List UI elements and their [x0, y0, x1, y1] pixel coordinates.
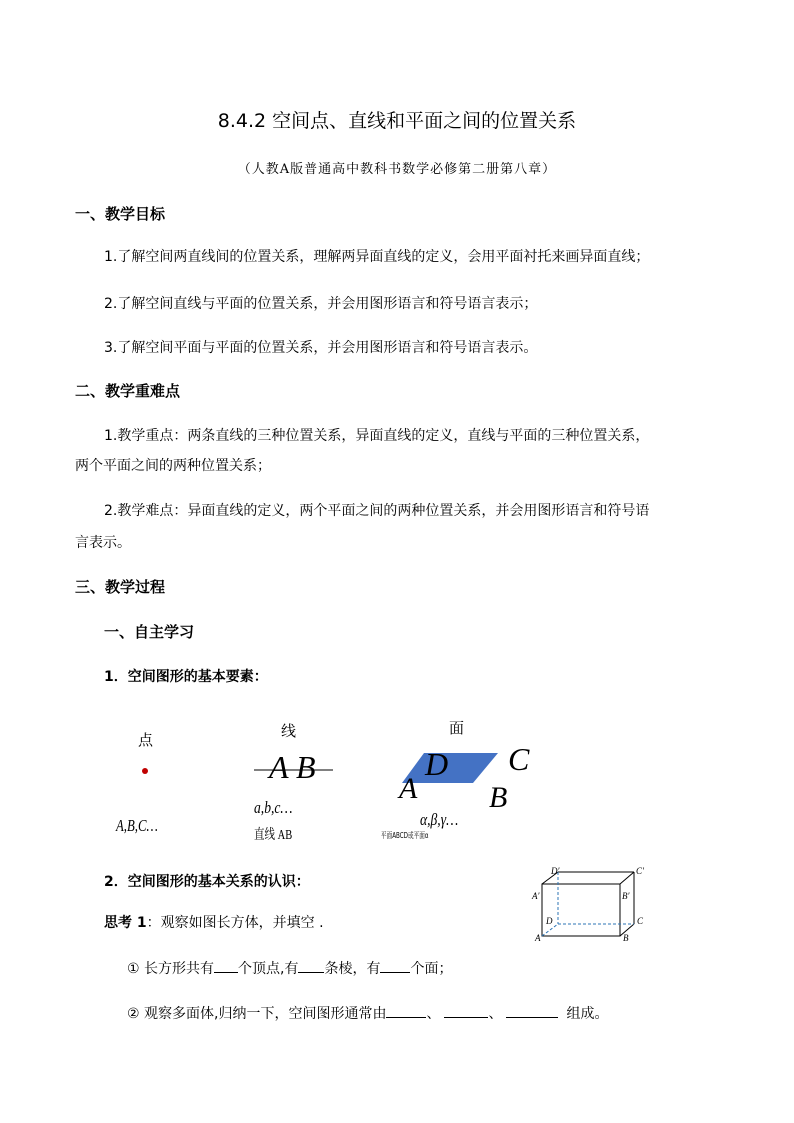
question-2-separator: 、: [488, 1006, 503, 1022]
objective-item-2: 2.了解空间直线与平面的位置关系，并会用图形语言和符号语言表示；: [104, 296, 538, 312]
difficulty-line-2: 言表示。: [75, 535, 131, 551]
point-caption: A,B,C…: [116, 816, 158, 835]
page-subtitle: （人教A版普通高中教科书数学必修第二册第八章）: [237, 162, 557, 177]
plane-caption-small: 平面ABCD或平面α: [381, 831, 429, 840]
question-2-text: ② 观察多面体,归纳一下，空间图形通常由: [127, 1006, 387, 1022]
question-1-text: 个顶点,有: [238, 961, 299, 977]
page-title: 8.4.2 空间点、直线和平面之间的位置关系: [217, 110, 577, 132]
question-1-text: ① 长方形共有: [127, 961, 215, 977]
cuboid-label-c: C: [637, 916, 644, 926]
think-label: 思考 1: [104, 915, 147, 931]
think-prompt: [104, 912, 324, 932]
line-label: 线: [281, 722, 297, 740]
question-2-separator: 、: [426, 1006, 441, 1022]
point-dot: [142, 768, 148, 774]
cuboid-label-a-prime: A′: [532, 891, 540, 901]
item-basic-relations: 2．空间图形的基本关系的认识：: [104, 874, 310, 890]
plane-label: 面: [449, 719, 465, 737]
question-1-text: 个面；: [410, 961, 453, 977]
question-1: [127, 957, 452, 978]
line-caption-1: a,b,c…: [254, 798, 293, 817]
question-2-text: 组成。: [566, 1006, 609, 1022]
plane-vertex-b: B: [489, 781, 508, 814]
blank-element-3[interactable]: [506, 1002, 558, 1018]
cuboid-edge: [620, 872, 634, 884]
blank-edges[interactable]: [298, 957, 324, 973]
section-heading-process: 三、教学过程: [75, 578, 166, 596]
blank-element-1[interactable]: [386, 1002, 426, 1018]
line-caption-2: 直线 AB: [254, 828, 293, 843]
cuboid-label-b-prime: B′: [622, 891, 630, 901]
cuboid-label-c-prime: C′: [636, 866, 644, 876]
section-heading-objectives: 一、教学目标: [75, 205, 166, 223]
cuboid-label-d: D: [546, 916, 553, 926]
cuboid-front-face: [542, 884, 620, 936]
item-basic-elements: 1．空间图形的基本要素：: [104, 669, 268, 685]
line-letters: A B: [269, 749, 316, 785]
difficulty-line-1: 2.教学难点：异面直线的定义，两个平面之间的两种位置关系，并会用图形语言和符号语: [104, 503, 650, 519]
plane-caption: α,β,γ…: [420, 810, 459, 829]
question-2: [127, 1002, 608, 1023]
focus-line-1: 1.教学重点：两条直线的三种位置关系，异面直线的定义，直线与平面的三种位置关系，: [104, 428, 650, 444]
think-text: ：观察如图长方体，并填空 .: [146, 915, 324, 931]
plane-vertex-a: A: [399, 772, 418, 805]
blank-element-2[interactable]: [444, 1002, 488, 1018]
focus-line-2: 两个平面之间的两种位置关系；: [75, 458, 271, 474]
cuboid-label-b: B: [623, 933, 629, 943]
cuboid-label-d-prime: D′: [551, 866, 560, 876]
blank-faces[interactable]: [380, 957, 410, 973]
sub-heading-self-study: 一、自主学习: [104, 623, 195, 641]
plane-vertex-d: D: [425, 746, 449, 782]
objective-item-1: 1.了解空间两直线间的位置关系，理解两异面直线的定义，会用平面衬托来画异面直线；: [104, 249, 650, 265]
cuboid-label-a: A: [535, 933, 541, 943]
objective-item-3: 3.了解空间平面与平面的位置关系，并会用图形语言和符号语言表示。: [104, 340, 538, 356]
question-1-text: 条棱，有: [324, 961, 381, 977]
blank-vertices[interactable]: [214, 957, 238, 973]
point-label: 点: [138, 731, 154, 749]
plane-vertex-c: C: [508, 741, 530, 777]
cuboid-figure: [528, 862, 653, 952]
section-heading-key-points: 二、教学重难点: [75, 382, 181, 400]
